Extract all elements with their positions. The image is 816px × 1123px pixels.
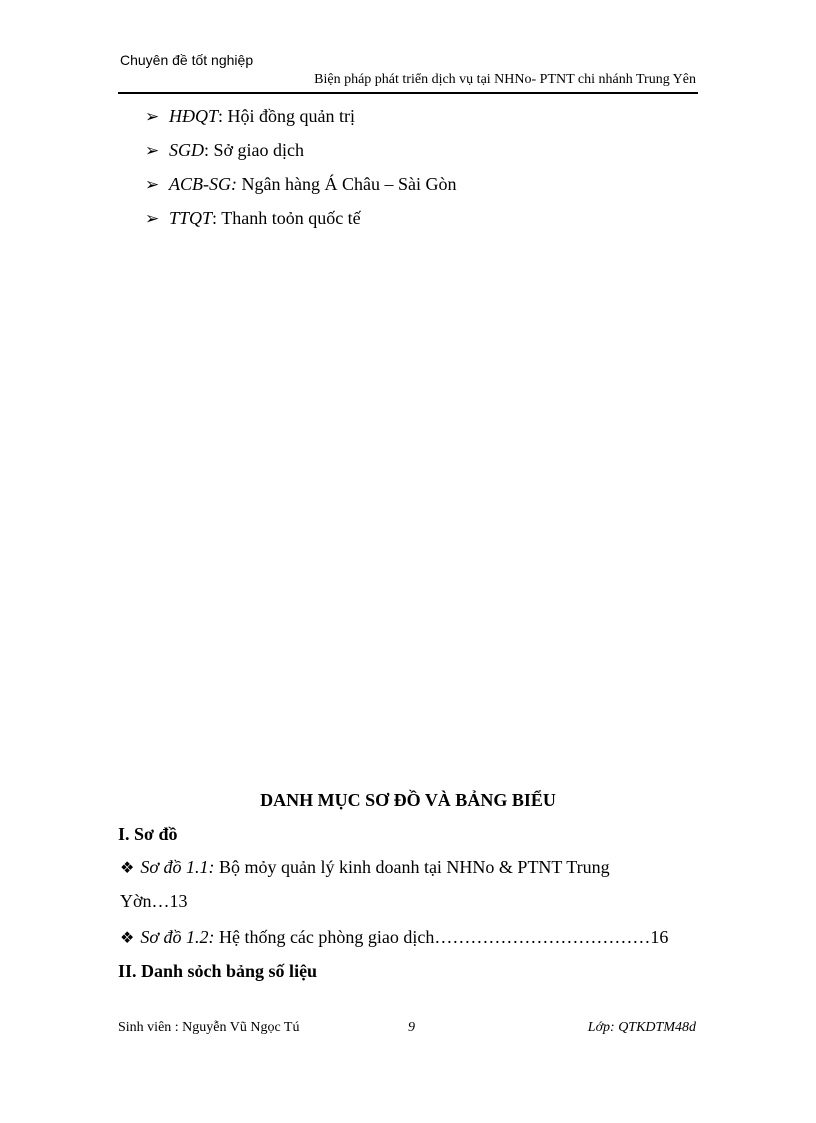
arrow-bullet-icon: ➢ [145,175,160,195]
header-rule [118,92,698,94]
diagram-term: Sơ đồ 1.2: [140,927,215,947]
section-heading-tables: II. Danh sỏch bảng số liệu [118,961,318,981]
page-number: 9 [408,1020,415,1035]
list-title: DANH MỤC SƠ ĐỒ VÀ BẢNG BIỂU [260,790,556,810]
list-item [145,103,456,137]
abbreviation-term: HĐQT [169,106,219,126]
abbreviation-term: TTQT [169,208,213,228]
abbreviation-desc: : Hội đồng quản trị [218,106,356,126]
diamond-bullet-icon: ❖ [120,858,135,877]
abbreviation-desc: Ngân hàng Á Châu – Sài Gòn [236,174,457,194]
diagram-text: Bộ mỏy quản lý kinh doanh tại NHNo & PTNT Trung [214,857,610,877]
header-right: Biện pháp phát triển dịch vụ tại NHNo- PTNT chi nhánh Trung Yên [314,72,696,87]
abbreviation-desc: : Sở giao dịch [204,140,305,160]
section-heading-diagrams: I. Sơ đồ [118,824,178,844]
diamond-bullet-icon: ❖ [120,928,135,947]
diagram-entry [120,927,668,948]
abbreviation-term: ACB-SG: [169,174,237,194]
abbreviation-term: SGD [169,140,204,160]
arrow-bullet-icon: ➢ [145,107,160,127]
arrow-bullet-icon: ➢ [145,141,160,161]
footer-class: Lớp: QTKDTM48d [587,1020,696,1035]
diagram-term: Sơ đồ 1.1: [140,857,215,877]
abbreviation-list [145,103,456,239]
diagram-entry [120,857,610,878]
list-item [145,137,456,171]
arrow-bullet-icon: ➢ [145,209,160,229]
abbreviation-desc: : Thanh toỏn quốc tế [212,208,361,228]
diagram-text: Hệ thống các phòng giao dịch………………………………16 [214,927,669,947]
footer-student: Sinh viên : Nguyễn Vũ Ngọc Tú [118,1020,300,1035]
header-left: Chuyên đề tốt nghiệp [120,52,254,68]
list-item [145,171,456,205]
list-item [145,205,456,239]
diagram-entry-continuation: Yờn…13 [120,891,188,911]
